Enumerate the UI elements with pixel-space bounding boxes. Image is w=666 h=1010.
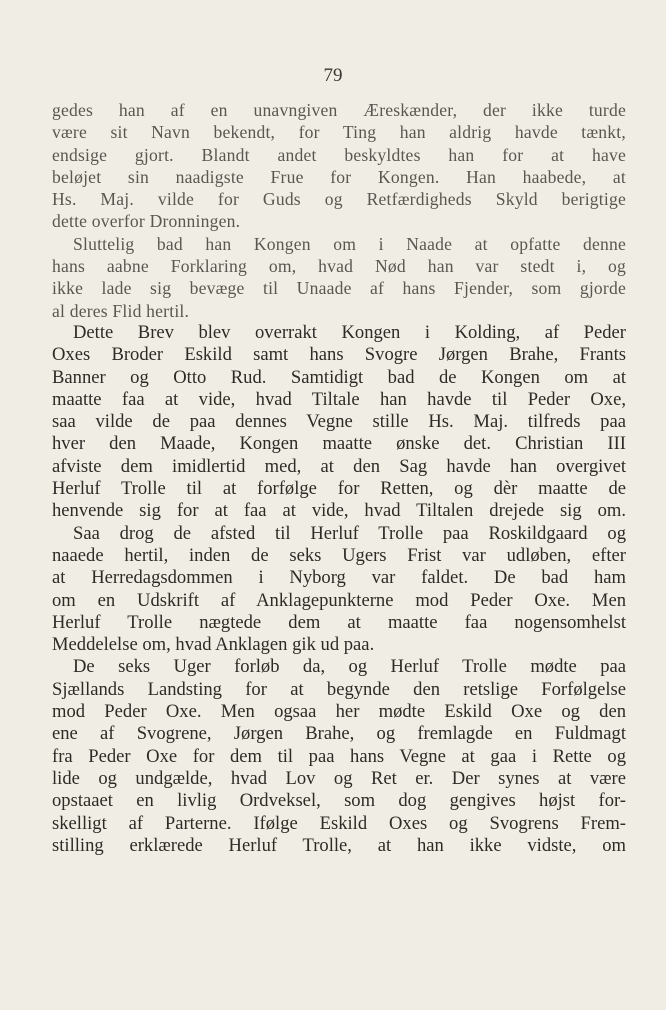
text-line: Herluf Trolle nægtede dem at maatte faa nogensomhelst — [52, 611, 626, 633]
text-line: ikke lade sig bevæge til Unaade af hans Fjender, som gjorde — [52, 278, 626, 299]
text-line: hans aabne Forklaring om, hvad Nød han var stedt i, og — [52, 256, 626, 277]
text-line: opstaaet en livlig Ordveksel, som dog gengives højst for- — [52, 790, 626, 812]
text-line: fra Peder Oxe for dem til paa hans Vegne at gaa i Rette og — [52, 745, 626, 767]
text-line: maatte faa at vide, hvad Tiltale han havde til Peder Oxe, — [52, 388, 626, 410]
text-line: naaede hertil, inden de seks Ugers Frist var udløben, efter — [52, 544, 626, 566]
text-line: Banner og Otto Rud. Samtidigt bad de Kongen om at — [52, 366, 626, 388]
text-line: Dette Brev blev overrakt Kongen i Kolding, af Peder — [73, 321, 626, 343]
text-line: De seks Uger forløb da, og Herluf Trolle mødte paa — [73, 656, 626, 678]
page-number: 79 — [323, 65, 343, 86]
text-line: Meddelelse om, hvad Anklagen gik ud paa. — [52, 634, 375, 656]
text-line: Sluttelig bad han Kongen om i Naade at opfatte denne — [73, 233, 626, 254]
text-line: dette overfor Dronningen. — [52, 211, 241, 232]
text-line: mod Peder Oxe. Men ogsaa her mødte Eskild Oxe og den — [52, 701, 626, 723]
text-line: at Herredagsdommen i Nyborg var faldet. De bad ham — [52, 567, 626, 589]
text-line: saa vilde de paa dennes Vegne stille Hs. Maj. tilfreds paa — [52, 411, 626, 433]
text-line: gedes han af en unavngiven Æreskænder, der ikke turde — [52, 100, 626, 120]
text-line: ene af Svogrene, Jørgen Brahe, og fremlagde en Fuldmagt — [52, 723, 626, 745]
text-line: lide og undgælde, hvad Lov og Ret er. Der synes at være — [52, 767, 626, 789]
text-line: skelligt af Parterne. Ifølge Eskild Oxes og Svogrens Frem- — [52, 812, 626, 834]
text-line: Saa drog de afsted til Herluf Trolle paa Roskildgaard og — [73, 522, 626, 544]
text-line: Sjællands Landsting for at begynde den retslige Forfølgelse — [52, 678, 626, 700]
text-line: Hs. Maj. vilde for Guds og Retfærdigheds Skyld berigtige — [52, 189, 626, 210]
text-line: beløjet sin naadigste Frue for Kongen. Han haabede, at — [52, 166, 626, 187]
text-line: afviste dem imidlertid med, at den Sag havde han overgivet — [52, 455, 626, 477]
text-line: endsige gjort. Blandt andet beskyldtes han for at have — [52, 144, 626, 165]
text-line: være sit Navn bekendt, for Ting han aldrig havde tænkt, — [52, 122, 626, 143]
text-line: stilling erklærede Herluf Trolle, at han ikke vidste, om — [52, 834, 626, 856]
text-line: om en Udskrift af Anklagepunkterne mod Peder Oxe. Men — [52, 589, 626, 611]
text-line: Oxes Broder Eskild samt hans Svogre Jørgen Brahe, Frants — [52, 344, 626, 366]
body-text — [52, 99, 626, 857]
text-line: al deres Flid hertil. — [52, 300, 190, 321]
text-line: hver den Maade, Kongen maatte ønske det. Christian III — [52, 433, 626, 455]
text-line: Herluf Trolle til at forfølge for Retten, og dèr maatte de — [52, 478, 626, 500]
text-line: henvende sig for at faa at vide, hvad Tiltalen drejede sig om. — [52, 500, 626, 522]
